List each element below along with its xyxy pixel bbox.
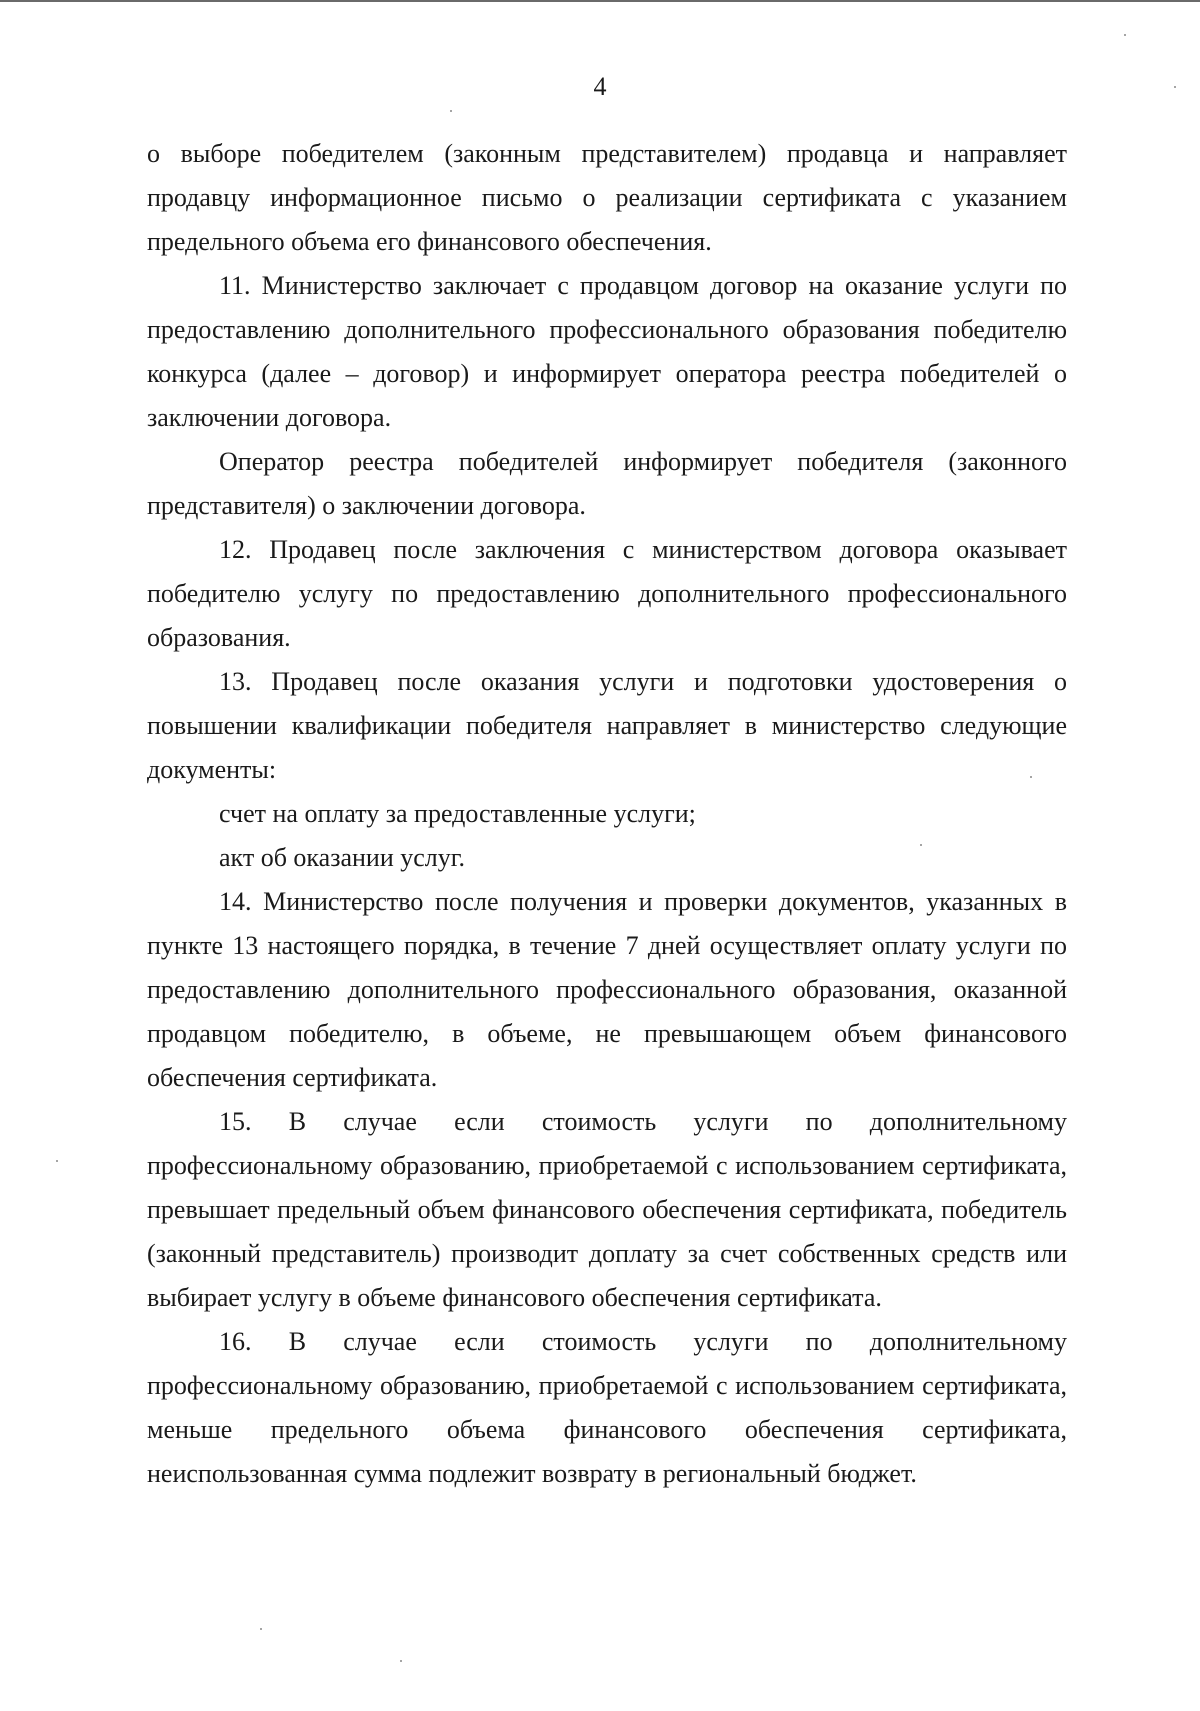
scan-speck bbox=[56, 1160, 58, 1162]
paragraph-14: 14. Министерство после получения и проверки документов, указанных в пункте 13 настоящего порядка, в течение 7 дней осуществляет оплату услуги по предоставлению дополнительного профессионального образования, оказанной продавцом победителю, в объеме, не превышающем объем финансового обеспечения сертификата. bbox=[147, 887, 1067, 1092]
scan-speck bbox=[1030, 776, 1032, 778]
paragraph-11: 11. Министерство заключает с продавцом договор на оказание услуги по предоставлению дополнительного профессионального образования победителю конкурса (далее – договор) и информирует оператора реестра победителей о заключении договора. bbox=[147, 271, 1067, 432]
scan-speck bbox=[1124, 34, 1126, 36]
list-item-invoice: счет на оплату за предоставленные услуги; bbox=[219, 799, 696, 828]
page-number: 4 bbox=[593, 72, 607, 101]
scan-speck bbox=[400, 1660, 402, 1662]
paragraph-16: 16. В случае если стоимость услуги по дополнительному профессиональному образованию, приобретаемой с использованием сертификата, меньше предельного объема финансового обеспечения сертификата, неиспользованная сумма подлежит возврату в региональный бюджет. bbox=[147, 1327, 1067, 1488]
list-item-act: акт об оказании услуг. bbox=[219, 843, 465, 872]
paragraph-continuation: о выборе победителем (законным представителем) продавца и направляет продавцу информационное письмо о реализации сертификата с указанием предельного объема его финансового обеспечения. bbox=[147, 139, 1067, 256]
paragraph-15: 15. В случае если стоимость услуги по дополнительному профессиональному образованию, приобретаемой с использованием сертификата, превышает предельный объем финансового обеспечения сертификата, победитель (законный представитель) производит доплату за счет собственных средств или выбирает услугу в объеме финансового обеспечения сертификата. bbox=[147, 1107, 1067, 1312]
scan-speck bbox=[920, 844, 922, 846]
scan-speck bbox=[1174, 86, 1176, 88]
paragraph-operator: Оператор реестра победителей информирует победителя (законного представителя) о заключении договора. bbox=[147, 447, 1067, 520]
paragraph-13: 13. Продавец после оказания услуги и подготовки удостоверения о повышении квалификации победителя направляет в министерство следующие документы: bbox=[147, 667, 1067, 784]
document-body bbox=[147, 132, 1067, 1496]
scan-speck bbox=[260, 1628, 262, 1630]
scan-top-edge bbox=[0, 0, 1200, 2]
scan-speck bbox=[450, 110, 452, 112]
paragraph-12: 12. Продавец после заключения с министерством договора оказывает победителю услугу по предоставлению дополнительного профессионального образования. bbox=[147, 535, 1067, 652]
